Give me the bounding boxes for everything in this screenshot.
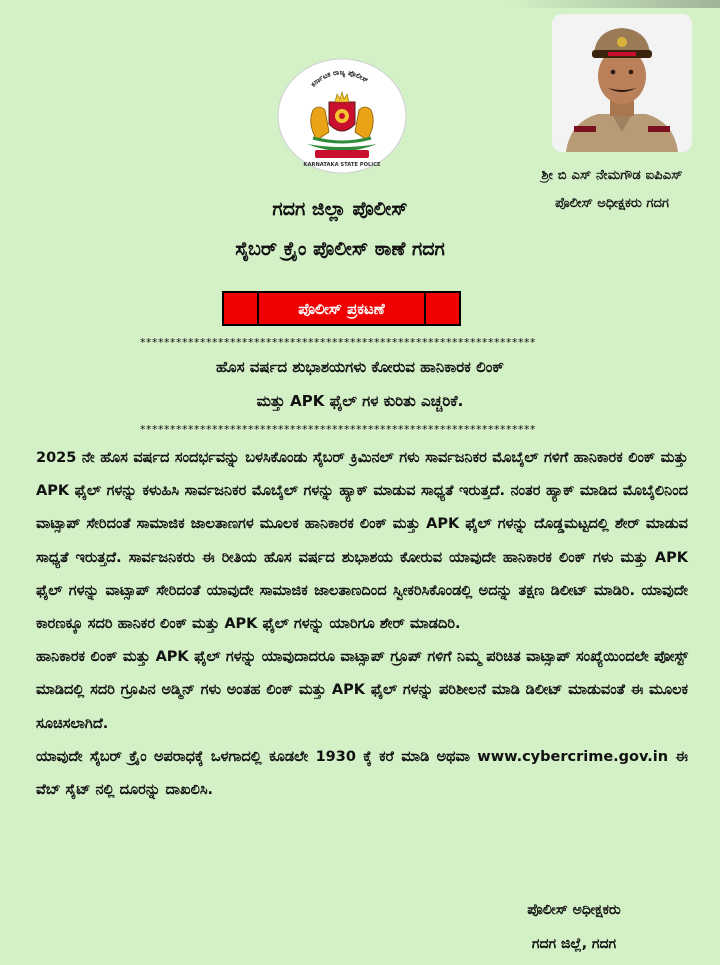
body-paragraph-1: 2025 ನೇ ಹೊಸ ವರ್ಷದ ಸಂದರ್ಭವನ್ನು ಬಳಸಿಕೊಂಡು ಸೈಬರ್ ಕ್ರಿಮಿನಲ್ ಗಳು ಸಾರ್ವಜನಿಕರ ಮೊಬೈಲ್ ಗಳಿಗೆ ಹಾನಿಕಾರಕ ಲಿಂಕ್ ಮತ್ತು APK ಫೈಲ್ ಗಳನ್ನು ಕಳುಹಿಸಿ ಸಾರ್ವಜನಿಕರ ಮೊಬೈಲ್ ಗಳನ್ನು ಹ್ಯಾಕ್ ಮಾಡುವ ಸಾಧ್ಯತೆ ಇರುತ್ತದೆ. ನಂತರ ಹ್ಯಾಕ್ ಮಾಡಿದ ಮೊಬೈಲಿನಿಂದ ವಾಟ್ಸಾಪ್ ಸೇರಿದಂತೆ ಸಾಮಾಜಿಕ ಜಾಲತಾಣಗಳ ಮೂಲಕ ಹಾನಿಕಾರಕ ಲಿಂಕ್ ಮತ್ತು APK ಫೈಲ್ ಗಳನ್ನು ದೊಡ್ಡಮಟ್ಟದಲ್ಲಿ ಶೇರ್ ಮಾಡುವ ಸಾಧ್ಯತೆ ಇರುತ್ತದೆ. ಸಾರ್ವಜನಿಕರು ಈ ರೀತಿಯ ಹೊಸ ವರ್ಷದ ಶುಭಾಶಯ ಕೋರುವ ಯಾವುದೇ ಹಾನಿಕಾರಕ ಲಿಂಕ್ ಗಳು ಮತ್ತು APK ಫೈಲ್ ಗಳನ್ನು ವಾಟ್ಸಾಪ್ ಸೇರಿದಂತೆ ಯಾವುದೇ ಸಾಮಾಜಿಕ ಜಾಲತಾಣದಿಂದ ಸ್ವೀಕರಿಸಿಕೊಂಡಲ್ಲಿ ಅದನ್ನು ತಕ್ಷಣ ಡಿಲೀಟ್ ಮಾಡಿರಿ. ಯಾವುದೇ ಕಾರಣಕ್ಕೂ ಸದರಿ ಹಾನಿಕರ ಲಿಂಕ್ ಮತ್ತು APK ಫೈಲ್ ಗಳನ್ನು ಯಾರಿಗೂ ಶೇರ್ ಮಾಡದಿರಿ. (36, 450, 688, 633)
officer-title: ಪೊಲೀಸ್ ಅಧೀಕ್ಷಕರು ಗದಗ (555, 196, 669, 211)
officer-photo (552, 14, 692, 152)
corner-shade (510, 0, 720, 8)
emblem-arc-text: ಕರ್ನಾಟಕ ರಾಜ್ಯ ಪೊಲೀಸ್ (309, 68, 370, 89)
emblem-caption: KARNATAKA STATE POLICE (303, 162, 381, 168)
station-heading: ಸೈಬರ್ ಕ್ರೈಂ ಪೊಲೀಸ್ ಠಾಣೆ ಗದಗ (235, 238, 445, 260)
officer-name: ಶ್ರೀ ಬಿ ಎಸ್ ನೇಮಗೌಡ ಐಪಿಎಸ್ (541, 168, 683, 183)
signature-place: ಗದಗ ಜಿಲ್ಲೆ, ಗದಗ (531, 936, 617, 952)
body-paragraph-2: ಹಾನಿಕಾರಕ ಲಿಂಕ್ ಮತ್ತು APK ಫೈಲ್ ಗಳನ್ನು ಯಾವುದಾದರೂ ವಾಟ್ಸಾಪ್ ಗ್ರೂಪ್ ಗಳಿಗೆ ನಿಮ್ಮ ಪರಿಚಿತ ವಾಟ್ಸಾಪ್ ಸಂಖ್ಯೆಯಿಂದಲೇ ಪೋಸ್ಟ್ ಮಾಡಿದಲ್ಲಿ ಸದರಿ ಗ್ರೂಪಿನ ಅಡ್ಮಿನ್ ಗಳು ಅಂತಹ ಲಿಂಕ್ ಮತ್ತು APK ಫೈಲ್ ಗಳನ್ನು ಪರಿಶೀಲನೆ ಮಾಡಿ ಡಿಲೀಟ್ ಮಾಡುವಂತೆ ಈ ಮೂಲಕ ಸೂಚಿಸಲಾಗಿದೆ. (36, 649, 688, 732)
notice-banner-label: ಪೊಲೀಸ್ ಪ್ರಕಟಣೆ (298, 299, 385, 318)
notice-body (36, 442, 688, 807)
subject-line-1: ಹೊಸ ವರ್ಷದ ಶುಭಾಶಯಗಳು ಕೋರುವ ಹಾನಿಕಾರಕ ಲಿಂಕ್ (216, 358, 504, 376)
signature-title: ಪೊಲೀಸ್ ಅಧೀಕ್ಷಕರು (527, 902, 621, 918)
body-paragraph-3: ಯಾವುದೇ ಸೈಬರ್ ಕ್ರೈಂ ಅಪರಾಧಕ್ಕೆ ಒಳಗಾದಲ್ಲಿ ಕೂಡಲೇ 1930 ಕ್ಕೆ ಕರೆ ಮಾಡಿ ಅಥವಾ www.cybercrime.gov.in ಈ ವೆಬ್ ಸೈಟ್ ನಲ್ಲಿ ದೂರನ್ನು ದಾಖಲಿಸಿ. (36, 748, 688, 799)
separator-bottom: ****************************************************************** (140, 424, 536, 436)
officer-portrait-icon (552, 14, 692, 152)
subject-line-2: ಮತ್ತು APK ಫೈಲ್ ಗಳ ಕುರಿತು ಎಚ್ಚರಿಕೆ. (256, 392, 464, 410)
district-heading: ಗದಗ ಜಿಲ್ಲಾ ಪೊಲೀಸ್ (272, 198, 408, 220)
karnataka-state-police-emblem-icon (277, 58, 407, 174)
notice-banner (222, 291, 461, 326)
separator-top: ****************************************************************** (140, 337, 536, 349)
